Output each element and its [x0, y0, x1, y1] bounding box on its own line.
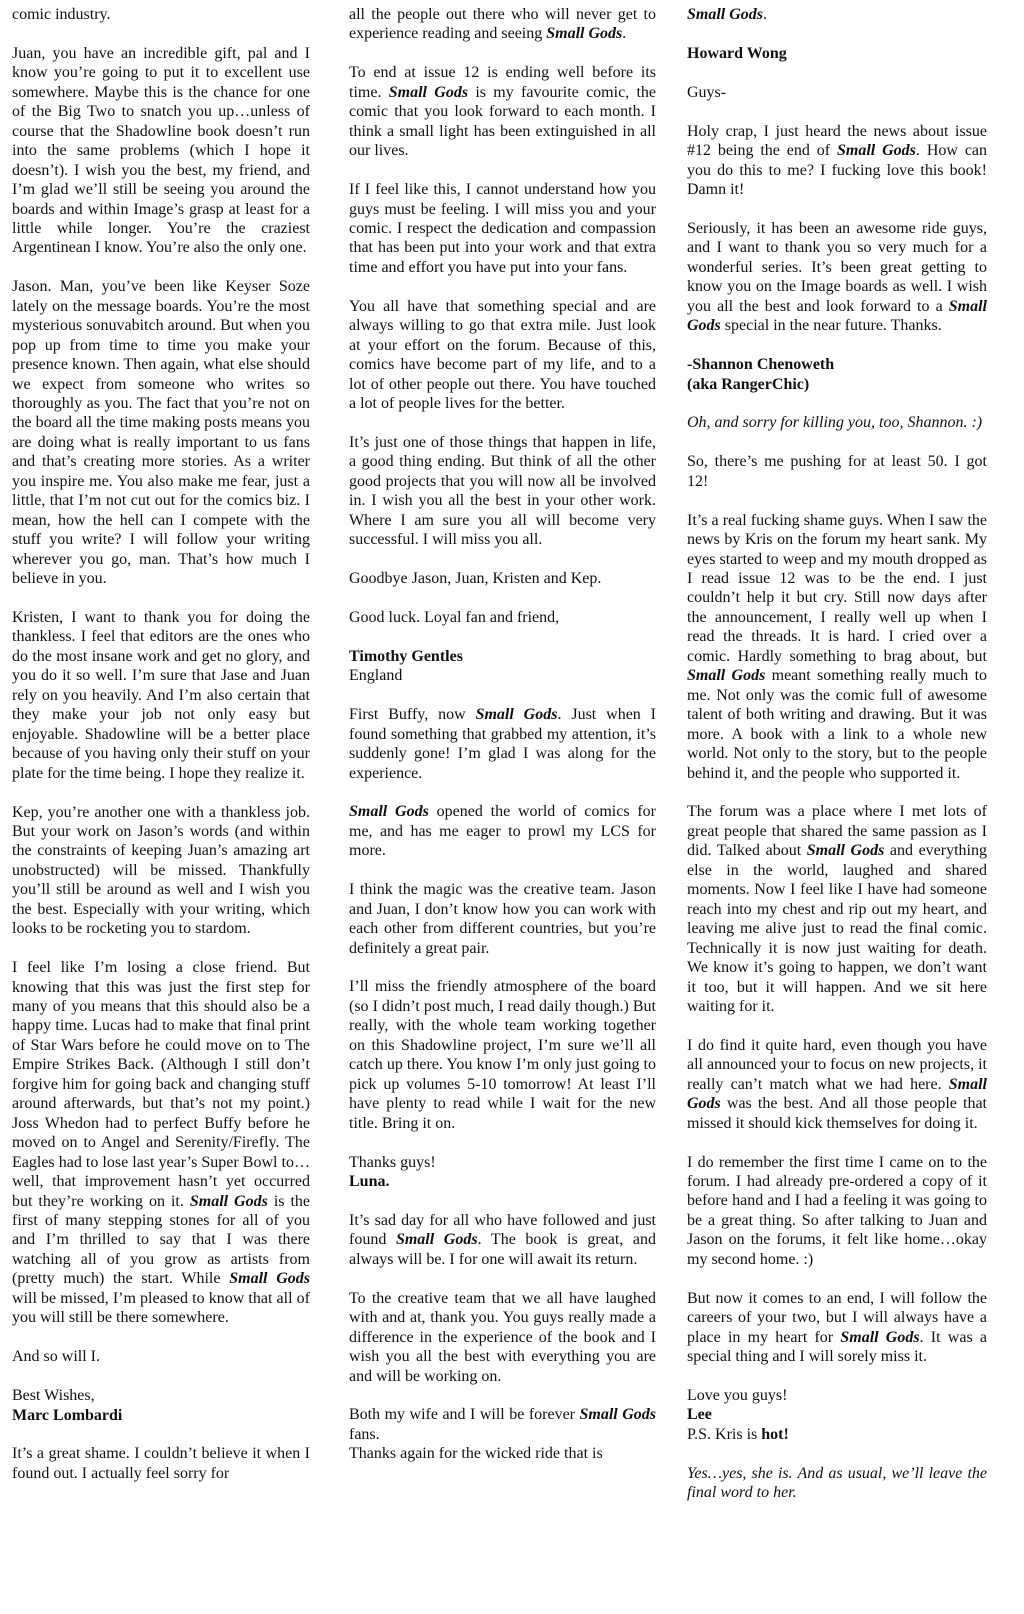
body-text: Best Wishes, [12, 1387, 95, 1405]
body-text: But now it comes to an end, I will follow the careers of your two, but I will always have a place in my heart for [687, 1289, 987, 1346]
body-text: I think the magic was the creative team. Jason and Juan, I don’t know how you can work with each other from different countries, but you’re definitely a great pair. [349, 881, 656, 957]
emphasis-text: Small Gods [189, 1192, 268, 1210]
emphasis-text: Small Gods [687, 1075, 987, 1113]
letter-paragraph [349, 647, 656, 686]
body-text: special in the near future. Thanks. [720, 317, 942, 335]
signature-text: Howard Wong [687, 44, 787, 62]
body-text: I feel like I’m losing a close friend. But knowing that this was just the first step for many of you means that this should also be a happy time. Lucas had to make that final print of Star Wars before he could move on to The Empire Strikes Back. (Although I still don’t forgive him for going back and changing stuff around afterwards, but that’s not my point.) Joss Whedon had to perfect Buffy before he moved on to Angel and Serenity/Firefly. The Eagles had to lose last year’s Super Bowl to…well, that improvement hasn’t yet occurred but they’re working on it. [12, 959, 310, 1210]
signature-text: Marc Lombardi [12, 1406, 123, 1424]
body-text: Seriously, it has been an awesome ride guys, and I want to thank you so very much for a wonderful series. It’s been great getting to know you on the Image boards as well. I wish you all the best and look forward to a [687, 219, 987, 315]
letter-paragraph [12, 277, 310, 588]
body-text: fans. [349, 1425, 380, 1443]
signature-text: hot! [761, 1425, 789, 1443]
body-text: was the best. And all those people that missed it should kick themselves for doing it. [687, 1095, 987, 1132]
body-text: Good luck. Loyal fan and friend, [349, 608, 560, 626]
signature-text: -Shannon Chenoweth [687, 356, 835, 374]
signature-text: Timothy Gentles [349, 647, 463, 665]
body-text: The forum was a place where I met lots of great people that shared the same passion as I did. Talked about [687, 803, 987, 860]
body-text: is the first of many stepping stones for all of you and I’m thrilled to say that I was there watching all of you grow as artists from (pretty much) the start. While [12, 1192, 311, 1288]
letters-column-3 [687, 5, 987, 1522]
body-text: Goodbye Jason, Juan, Kristen and Kep. [349, 570, 602, 588]
body-text: I’ll miss the friendly atmosphere of the board (so I didn’t post much, I read daily though.) But really, with the whole team working together on this Shadowline project, I’m sure we’ll all catch up there. You know I’m only just going to pick up volumes 5-10 tomorrow! At least I’ll have plenty to read while I wait for the new title. Bring it on. [349, 978, 656, 1132]
emphasis-text: Small Gods [837, 142, 916, 160]
body-text: To the creative team that we all have laughed with and at, thank you. You guys really made a difference in the experience of the book and I wish you all the best with everything you are and will be working on. [349, 1289, 656, 1385]
body-text: And so will I. [12, 1348, 100, 1366]
body-text: Jason. Man, you’ve been like Keyser Soze lately on the message boards. You’re the most mysterious sonuvabitch around. But when you pop up from time to time you make your presence known. Then again, what else should we expect from someone who writes so thoroughly as you. The fact that you’re not on the board all the time making posts means you are doing what is really important to us fans and that’s creating more stories. As a writer you inspire me. You also make me fear, just a little, that I’m not cut out for the comics biz. I mean, how the hell can I compete with the stuff you write? I will follow your writing wherever you go, man. That’s how much I believe in you. [12, 278, 310, 588]
emphasis-text: Small Gods [395, 1231, 478, 1249]
body-text: . The book is great, and always will be. I for one will await its return. [349, 1231, 657, 1268]
letter-paragraph [687, 44, 987, 63]
body-text: Kristen, I want to thank you for doing the thankless. I feel that editors are the ones who do the most insane work and get no glory, and you do it so well. I’m sure that Jase and Juan rely on you heavily. And I’m also certain that they make your job not only easy but enjoyable. Shadowline will be a better place because of you having only their stuff on your plate for the time being. I hope they realize it. [12, 609, 310, 782]
letter-paragraph [687, 83, 987, 102]
letter-paragraph [12, 1386, 310, 1425]
body-text: It’s a real fucking shame guys. When I saw the news by Kris on the forum my heart sank. My eyes started to weep and my mouth dropped as I read issue 12 was to be the end. I just couldn’t help it but cry. Still now days after the announcement, I really well up when I read the threads. It is hard. I cried over a comic. Hardly something to brag about, but [687, 511, 987, 665]
body-text: Both my wife and I will be forever [349, 1406, 580, 1424]
body-text: I do remember the first time I came on to the forum. I had already pre-ordered a copy of it before hand and I had a feeling it was going to be a great thing. So after talking to Juan and Jason on the forums, it felt like home…okay my second home. :) [687, 1153, 987, 1268]
letter-paragraph [12, 1444, 310, 1483]
body-text: . How can you do this to me? I fucking love this book! Damn it! [687, 142, 988, 199]
letter-paragraph [12, 803, 310, 939]
letters-column-1 [12, 5, 310, 1503]
letter-paragraph [687, 5, 987, 24]
letter-paragraph [349, 433, 656, 550]
signature-text: (aka RangerChic) [687, 375, 810, 393]
letter-paragraph [349, 880, 656, 958]
letter-paragraph [12, 608, 310, 783]
body-text: You all have that something special and are always willing to go that extra mile. Just look at your effort on the forum. Because of this, comics have become part of my life, and to a lot of other people out there. You have touched a lot of people lives for the better. [349, 297, 656, 413]
letter-paragraph [349, 1153, 656, 1192]
letter-paragraph [349, 1289, 656, 1386]
body-text: Holy crap, I just heard the news about issue #12 being the end of [687, 122, 987, 160]
body-text: Juan, you have an incredible gift, pal and I know you’re going to put it to excellent use somewhere. Maybe this is the chance for one of the Big Two to snatch you up…unless of course that the Shadowline book doesn’t run into the same problems (which I hope it doesn’t). I wish you the best, my friend, and I’m glad we’ll still be seeing you around the boards and within Image’s grasp at least for a little while longer. You’re the craziest Argentinean I know. You’re also the only one. [12, 44, 310, 257]
emphasis-text: Small Gods [687, 297, 987, 335]
body-text: . [622, 25, 627, 43]
letter-paragraph [349, 1444, 656, 1463]
letter-paragraph [687, 219, 987, 336]
letter-paragraph [687, 413, 987, 432]
body-text: . [763, 6, 768, 23]
body-text: and everything else in the world, laughed and shared moments. Now I feel like I have had someone reach into my chest and rip out my heart, and leaving me alive just to read the final comic. Technically it is now just waiting for death. We know it’s going to happen, we don’t want it too, but it will happen. And we sit here waiting for it. [687, 842, 987, 1015]
body-text: Love you guys! [687, 1386, 788, 1404]
emphasis-text: Oh, and sorry for killing you, too, Shannon. :) [687, 414, 983, 432]
letter-paragraph [687, 1464, 987, 1503]
emphasis-text: Small Gods [229, 1270, 311, 1288]
body-text: will be missed, I’m pleased to know that all of you will still be there somewhere. [12, 1289, 310, 1327]
body-text: . Just when I found something that grabbed my attention, it’s suddenly gone! I’m glad I was along for the experience. [349, 706, 657, 782]
letter-paragraph [687, 1386, 987, 1444]
emphasis-text: Small Gods [579, 1406, 657, 1424]
emphasis-text: Small Gods [388, 83, 469, 101]
emphasis-text: Small Gods [475, 706, 558, 724]
body-text: It’s a great shame. I couldn’t believe it when I found out. I actually feel sorry for [12, 1445, 310, 1482]
emphasis-text: Yes…yes, she is. And as usual, we’ll leave the final word to her. [687, 1464, 987, 1502]
body-text: all the people out there who will never get to experience reading and seeing [349, 6, 656, 43]
letter-paragraph [12, 5, 310, 24]
body-text: P.S. Kris is [687, 1425, 762, 1443]
body-text: meant something really much to me. Not only was the comic full of awesome talent of both writing and drawing. But it was more. A book with a link to a whole new world. Not only to the story, but to the people behind it, and the people who supported it. [687, 667, 988, 782]
letter-paragraph [687, 452, 987, 491]
emphasis-text: Small Gods [806, 842, 885, 860]
emphasis-text: Small Gods [687, 6, 764, 23]
emphasis-text: Small Gods [546, 25, 623, 43]
signature-text: Lee [687, 1406, 712, 1424]
letter-paragraph [687, 122, 987, 200]
body-text: Kep, you’re another one with a thankless job. But your work on Jason’s words (and within the constraints of keeping Juan’s amazing art unobstructed) will be missed. Thankfully you’ll still be around as well and I wish you the best. Especially with your writing, which looks to be rocketing you to stardom. [12, 803, 310, 938]
body-text: I do find it quite hard, even though you have all announced your to focus on new projects, it really can’t match what we had here. [687, 1036, 987, 1093]
letter-paragraph [12, 958, 310, 1328]
body-text: . It was a special thing and I will sorely miss it. [687, 1328, 987, 1366]
emphasis-text: Small Gods [687, 667, 766, 685]
letter-paragraph [687, 802, 987, 1016]
body-text: So, there’s me pushing for at least 50. I got 12! [687, 453, 987, 490]
letters-column-2 [349, 5, 656, 1483]
letter-paragraph [349, 977, 656, 1133]
emphasis-text: Small Gods [349, 803, 429, 821]
letter-paragraph [349, 802, 656, 860]
letter-paragraph [349, 5, 656, 44]
letter-paragraph [687, 1153, 987, 1270]
body-text: is my favourite comic, the comic that you look forward to each month. I think a small light has been extinguished in all our lives. [349, 83, 657, 160]
letter-paragraph [349, 705, 656, 783]
letter-paragraph [12, 1347, 310, 1366]
letter-paragraph [349, 63, 656, 160]
letter-paragraph [349, 180, 656, 277]
emphasis-text: Small Gods [840, 1328, 920, 1346]
body-text: opened the world of comics for me, and has me eager to prowl my LCS for more. [349, 803, 657, 860]
letter-paragraph [687, 511, 987, 783]
body-text: First Buffy, now [349, 706, 476, 724]
body-text: Guys- [687, 83, 727, 101]
letter-paragraph [349, 608, 656, 627]
signature-text: Luna. [349, 1173, 390, 1190]
body-text: Thanks guys! [349, 1153, 436, 1171]
letter-paragraph [349, 1211, 656, 1269]
body-text: comic industry. [12, 6, 111, 23]
letter-paragraph [349, 569, 656, 588]
body-text: If I feel like this, I cannot understand how you guys must be feeling. I will miss you and your comic. I respect the dedication and compassion that has been put into your work and that extra time and effort you have put into your fans. [349, 181, 656, 276]
letter-paragraph [687, 1036, 987, 1133]
body-text: To end at issue 12 is ending well before its time. [349, 64, 656, 101]
letter-paragraph [349, 297, 656, 414]
body-text: It’s just one of those things that happen in life, a good thing ending. But think of all the other good projects that you will now all be involved in. I wish you all the best in your other work. Where I am sure you all will become very successful. I will miss you all. [349, 433, 656, 549]
letter-paragraph [687, 1289, 987, 1367]
body-text: Thanks again for the wicked ride that is [349, 1445, 603, 1463]
body-text: It’s sad day for all who have followed and just found [349, 1211, 656, 1249]
letter-paragraph [687, 355, 987, 394]
letter-paragraph [349, 1405, 656, 1444]
body-text: England [349, 667, 403, 685]
letter-paragraph [12, 44, 310, 258]
